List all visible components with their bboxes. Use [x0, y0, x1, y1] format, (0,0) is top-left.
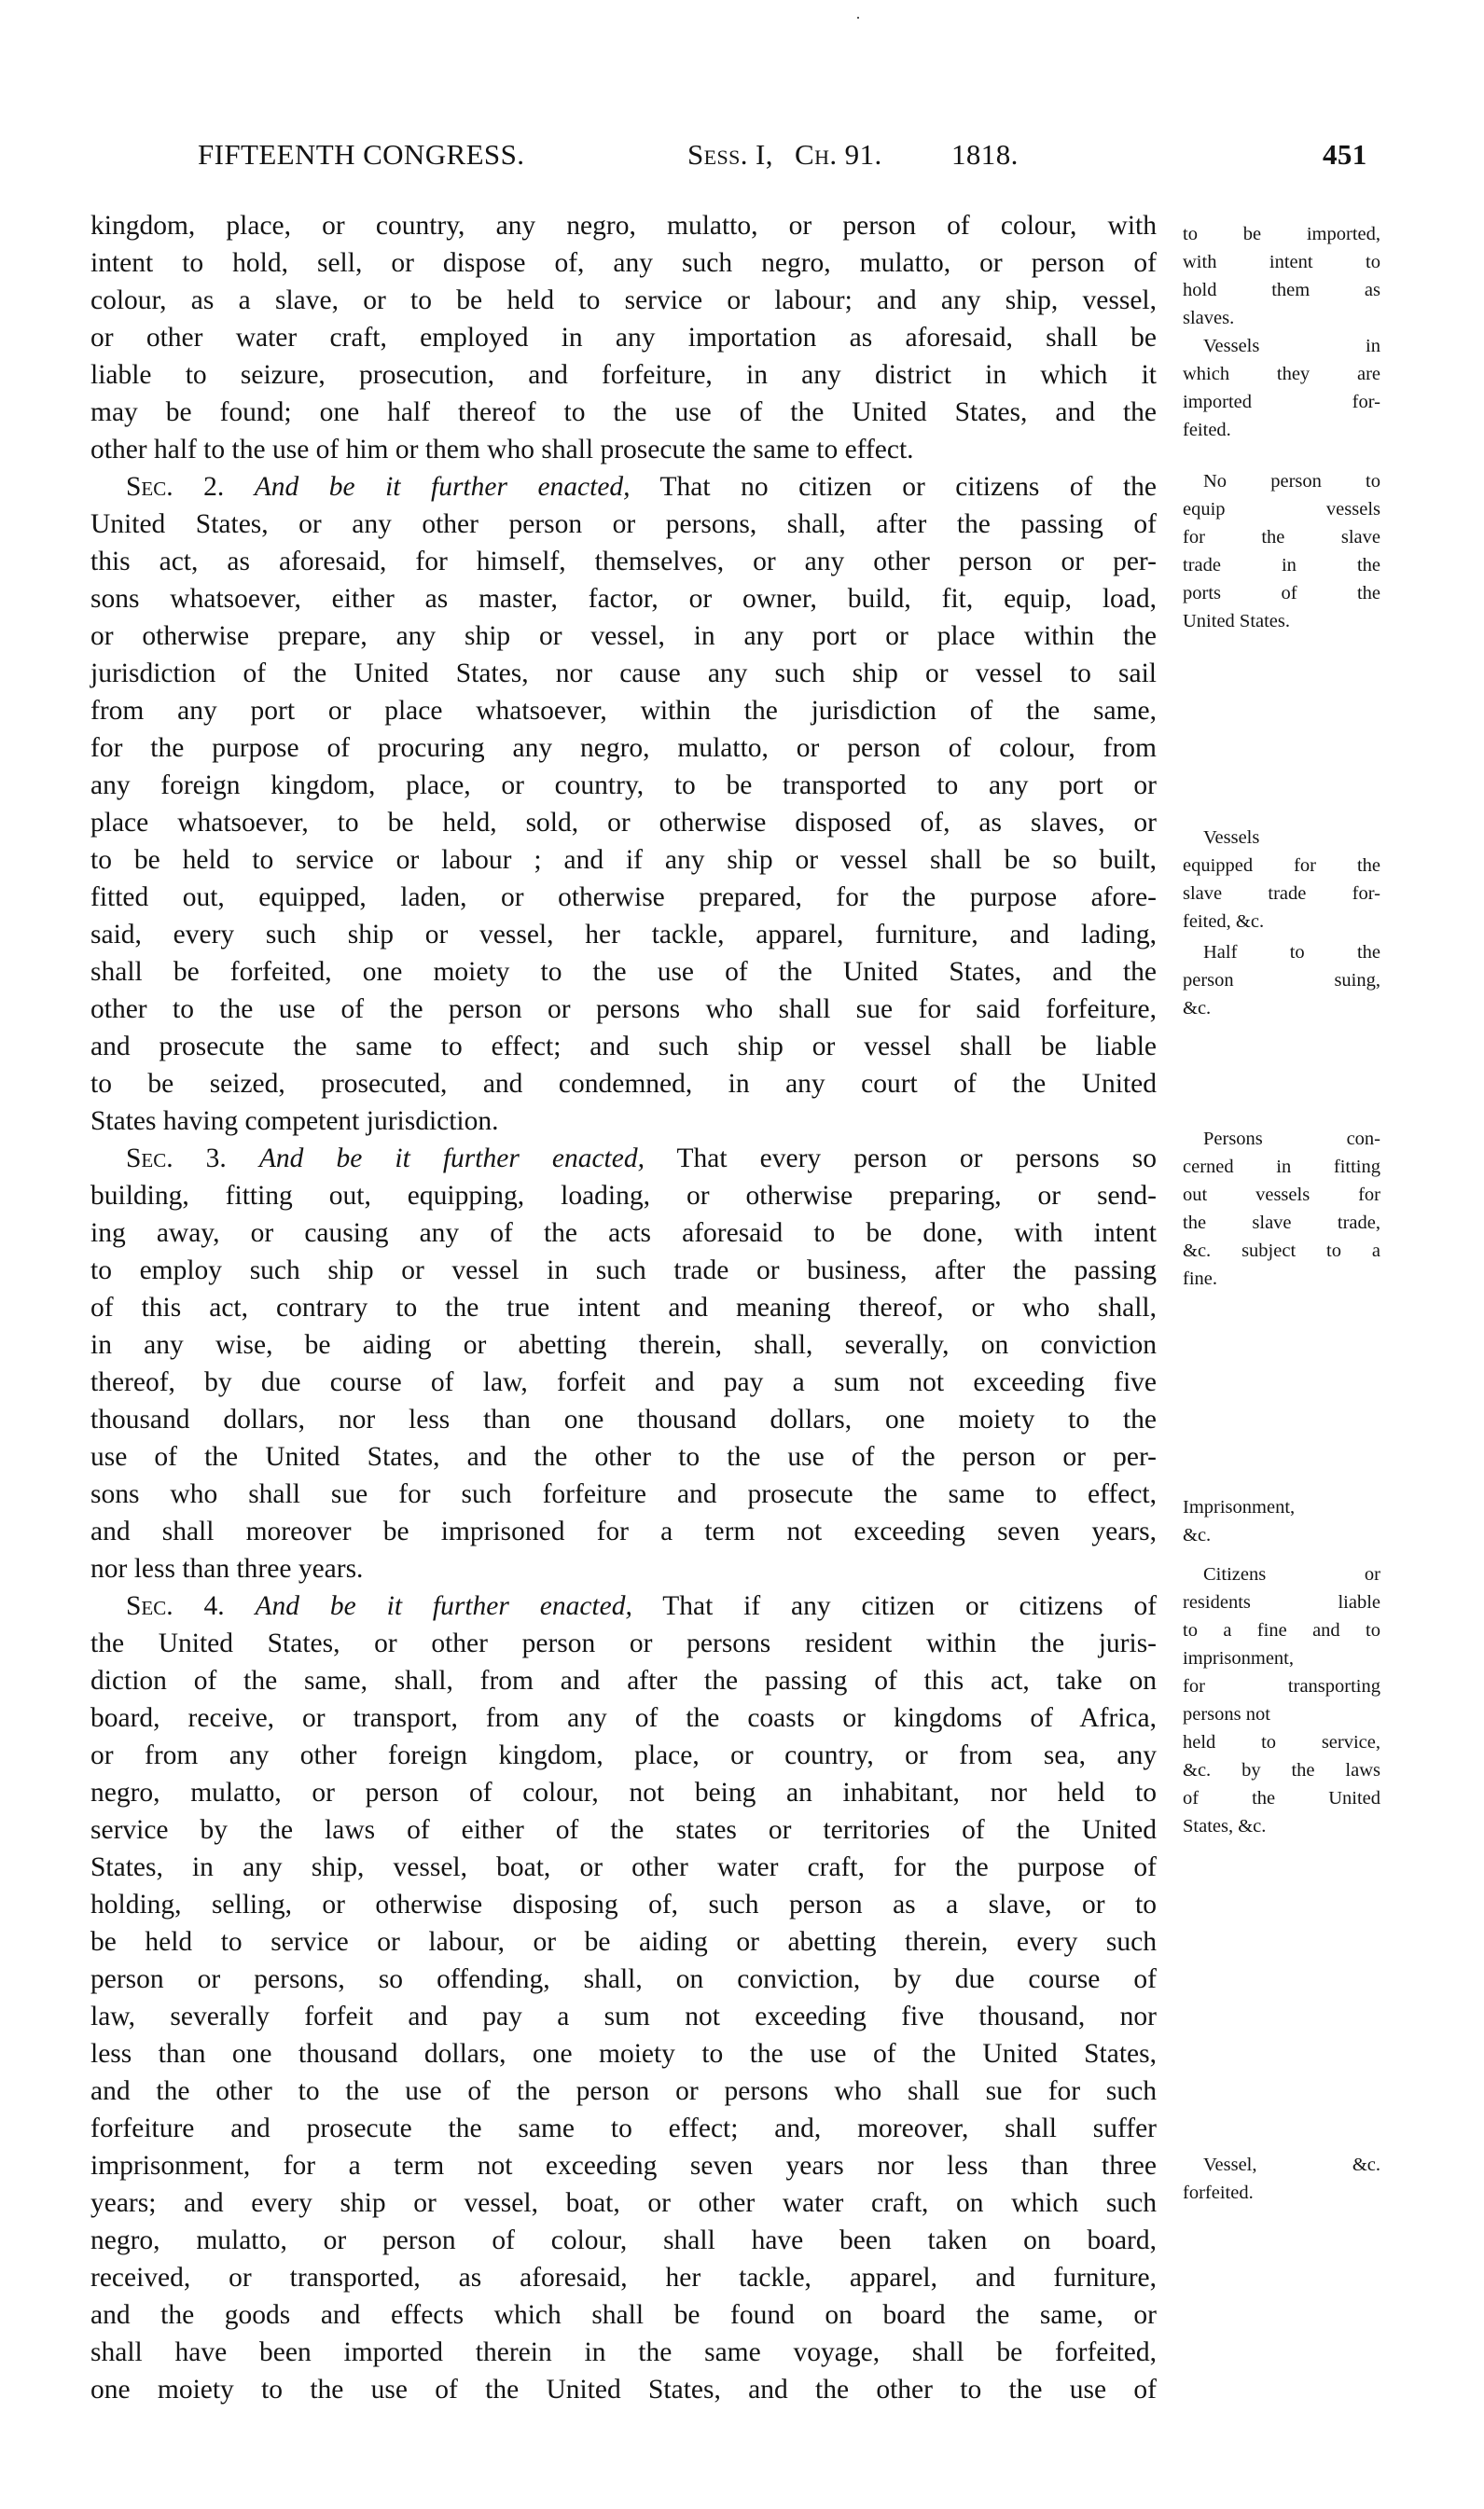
margin-note-line: forfeited. — [1183, 2183, 1254, 2203]
margin-note-line: Persons con- — [1203, 1129, 1380, 1149]
margin-note — [1183, 1125, 1380, 1293]
body-line: intent to hold, sell, or dispose of, any such negro, mulatto, or person of — [90, 248, 1157, 278]
body-line: and prosecute the same to effect; and such ship or vessel shall be liable — [90, 1032, 1157, 1061]
body-line: this act, as aforesaid, for himself, themselves, or any other person or per- — [90, 547, 1157, 576]
body-line: be held to service or labour, or be aiding or abetting therein, every such — [90, 1927, 1157, 1957]
margin-note-line: Half to the — [1203, 942, 1380, 963]
body-line: States, in any ship, vessel, boat, or other water craft, for the purpose of — [90, 1852, 1157, 1882]
margin-note-line: &c. — [1183, 998, 1212, 1019]
margin-note-line: of the United — [1183, 1788, 1380, 1809]
margin-note-line: feited. — [1183, 420, 1231, 440]
body-line: and the goods and effects which shall be found on board the same, or — [90, 2300, 1157, 2330]
body-line: jurisdiction of the United States, nor cause any such ship or vessel to sail — [90, 658, 1157, 688]
body-line: other half to the use of him or them who shall prosecute the same to effect. — [90, 435, 914, 464]
body-line: from any port or place whatsoever, within the jurisdiction of the same, — [90, 696, 1157, 726]
body-line: or otherwise prepare, any ship or vessel, in any port or place within the — [90, 621, 1157, 651]
body-line: law, severally forfeit and pay a sum not exceeding five thousand, nor — [90, 2002, 1157, 2031]
body-line: received, or transported, as aforesaid, her tackle, apparel, and furniture, — [90, 2263, 1157, 2293]
section-label: Sec. 3. — [126, 1144, 227, 1173]
margin-note-line: with intent to — [1183, 252, 1380, 272]
margin-note-line: to be imported, — [1183, 224, 1380, 244]
margin-note — [1183, 824, 1380, 936]
margin-note-line: hold them as — [1183, 280, 1380, 300]
body-line — [126, 468, 1157, 506]
body-line: place whatsoever, to be held, sold, or otherwise disposed of, as slaves, or — [90, 808, 1157, 838]
margin-note-line: Vessels — [1203, 827, 1260, 848]
body-line — [126, 1587, 1157, 1625]
margin-note-line: person suing, — [1183, 970, 1380, 991]
margin-note-line: Imprisonment, — [1183, 1497, 1296, 1518]
margin-note-line: feited, &c. — [1183, 911, 1265, 932]
margin-note-line: Vessels in — [1203, 336, 1380, 356]
body-line: less than one thousand dollars, one moiety to the use of the United States, — [90, 2039, 1157, 2069]
body-line: thousand dollars, nor less than one thousand dollars, one moiety to the — [90, 1405, 1157, 1435]
body-line: negro, mulatto, or person of colour, not being an inhabitant, nor held to — [90, 1778, 1157, 1808]
body-line: to be held to service or labour ; and if any ship or vessel shall be so built, — [90, 845, 1157, 875]
body-line: said, every such ship or vessel, her tackle, apparel, furniture, and lading, — [90, 920, 1157, 950]
body-line: shall be forfeited, one moiety to the use of the United States, and the — [90, 957, 1157, 987]
body-line: imprisonment, for a term not exceeding seven years nor less than three — [90, 2151, 1157, 2181]
body-line: sons whatsoever, either as master, factor, or owner, build, fit, equip, load, — [90, 584, 1157, 614]
body-line: service by the laws of either of the states or territories of the United — [90, 1815, 1157, 1845]
margin-note-line: residents liable — [1183, 1592, 1380, 1613]
body-line: the United States, or other person or persons resident within the juris- — [90, 1629, 1157, 1658]
scan-speck — [857, 17, 859, 19]
body-line: holding, selling, or otherwise disposing of, such person as a slave, or to — [90, 1890, 1157, 1920]
body-line: fitted out, equipped, laden, or otherwise prepared, for the purpose afore- — [90, 882, 1157, 912]
margin-note-line: held to service, — [1183, 1732, 1380, 1753]
body-line: negro, mulatto, or person of colour, shall have been taken on board, — [90, 2225, 1157, 2255]
body-line: colour, as a slave, or to be held to service or labour; and any ship, vessel, — [90, 285, 1157, 315]
margin-note-line: &c. by the laws — [1183, 1760, 1380, 1781]
body-line: United States, or any other person or persons, shall, after the passing of — [90, 509, 1157, 539]
body-line: and the other to the use of the person or persons who shall sue for such — [90, 2076, 1157, 2106]
session-label: Sess. I, — [687, 138, 773, 171]
margin-note-line: fine. — [1183, 1268, 1217, 1289]
body-line: shall have been imported therein in the same voyage, shall be forfeited, — [90, 2337, 1157, 2367]
margin-note — [1183, 2151, 1380, 2207]
body-line: other to the use of the person or persons who shall sue for said forfeiture, — [90, 994, 1157, 1024]
margin-note-line: to a fine and to — [1183, 1620, 1380, 1641]
margin-note-line: &c. subject to a — [1183, 1241, 1380, 1261]
body-line: of this act, contrary to the true intent and meaning thereof, or who shall, — [90, 1293, 1157, 1323]
page-number: 451 — [1323, 138, 1367, 171]
margin-note-line: persons not — [1183, 1704, 1270, 1725]
margin-note — [1183, 467, 1380, 635]
margin-note-line: slaves. — [1183, 308, 1235, 328]
margin-note-line: equip vessels — [1183, 499, 1380, 520]
body-line: and shall moreover be imprisoned for a term not exceeding seven years, — [90, 1517, 1157, 1546]
margin-note-line: United States. — [1183, 611, 1291, 631]
margin-note — [1183, 332, 1380, 444]
margin-note-line: cerned in fitting — [1183, 1157, 1380, 1177]
margin-note — [1183, 220, 1380, 332]
congress-title: FIFTEENTH CONGRESS. — [198, 138, 525, 171]
body-line: years; and every ship or vessel, boat, or other water craft, on which such — [90, 2188, 1157, 2218]
enacting-clause: And be it further enacted, — [255, 1591, 632, 1621]
year-label: 1818. — [951, 138, 1019, 171]
margin-note-line: slave trade for- — [1183, 883, 1380, 904]
body-line — [126, 1140, 1157, 1177]
section-label: Sec. 2. — [126, 472, 225, 502]
margin-note-line: States, &c. — [1183, 1816, 1267, 1837]
margin-note-line: which they are — [1183, 364, 1380, 384]
body-line: States having competent jurisdiction. — [90, 1106, 499, 1136]
section-label: Sec. 4. — [126, 1591, 225, 1621]
line-text: That if any citizen or citizens of — [662, 1591, 1158, 1621]
line-text: That every person or persons so — [676, 1144, 1158, 1173]
chapter-label: Ch. 91. — [795, 138, 882, 171]
margin-note-line: Vessel, &c. — [1203, 2155, 1380, 2175]
body-line: to employ such ship or vessel in such trade or business, after the passing — [90, 1255, 1157, 1285]
margin-note-line: trade in the — [1183, 555, 1380, 575]
margin-note — [1183, 1560, 1380, 1840]
body-line: liable to seizure, prosecution, and forfeiture, in any district in which it — [90, 360, 1157, 390]
body-line: sons who shall sue for such forfeiture and prosecute the same to effect, — [90, 1479, 1157, 1509]
body-line: or from any other foreign kingdom, place, or country, or from sea, any — [90, 1740, 1157, 1770]
body-line: diction of the same, shall, from and after the passing of this act, take on — [90, 1666, 1157, 1696]
margin-note-line: imported for- — [1183, 392, 1380, 412]
margin-note-line: No person to — [1203, 471, 1380, 492]
body-line: to be seized, prosecuted, and condemned, in any court of the United — [90, 1069, 1157, 1099]
margin-note-line: the slave trade, — [1183, 1213, 1380, 1233]
margin-note-line: ports of the — [1183, 583, 1380, 603]
margin-note-line: &c. — [1183, 1525, 1212, 1546]
enacting-clause: And be it further enacted, — [254, 472, 631, 502]
body-line: in any wise, be aiding or abetting therein, shall, severally, on conviction — [90, 1330, 1157, 1360]
margin-note-line: for the slave — [1183, 527, 1380, 548]
body-line: board, receive, or transport, from any of the coasts or kingdoms of Africa, — [90, 1703, 1157, 1733]
body-line: any foreign kingdom, place, or country, to be transported to any port or — [90, 770, 1157, 800]
body-line: person or persons, so offending, shall, on conviction, by due course of — [90, 1964, 1157, 1994]
margin-note — [1183, 1493, 1380, 1549]
line-text: That no citizen or citizens of the — [659, 472, 1157, 502]
body-line: thereof, by due course of law, forfeit and pay a sum not exceeding five — [90, 1367, 1157, 1397]
body-line: nor less than three years. — [90, 1554, 364, 1584]
body-line: forfeiture and prosecute the same to effect; and, moreover, shall suffer — [90, 2114, 1157, 2143]
margin-note-line: equipped for the — [1183, 855, 1380, 876]
margin-note-line: out vessels for — [1183, 1185, 1380, 1205]
running-head — [198, 136, 1378, 173]
margin-note — [1183, 938, 1380, 1022]
margin-note-line: Citizens or — [1203, 1564, 1380, 1585]
body-line: one moiety to the use of the United States, and the other to the use of — [90, 2375, 1157, 2405]
body-line: kingdom, place, or country, any negro, mulatto, or person of colour, with — [90, 211, 1157, 241]
body-line: for the purpose of procuring any negro, mulatto, or person of colour, from — [90, 733, 1157, 763]
margin-note-line: imprisonment, — [1183, 1648, 1295, 1669]
body-line: building, fitting out, equipping, loading, or otherwise preparing, or send- — [90, 1181, 1157, 1211]
body-line: may be found; one half thereof to the use of the United States, and the — [90, 397, 1157, 427]
margin-note-line: for transporting — [1183, 1676, 1380, 1697]
enacting-clause: And be it further enacted, — [258, 1144, 645, 1173]
body-line: use of the United States, and the other to the use of the person or per- — [90, 1442, 1157, 1472]
body-line: ing away, or causing any of the acts aforesaid to be done, with intent — [90, 1218, 1157, 1248]
body-line: or other water craft, employed in any importation as aforesaid, shall be — [90, 323, 1157, 353]
